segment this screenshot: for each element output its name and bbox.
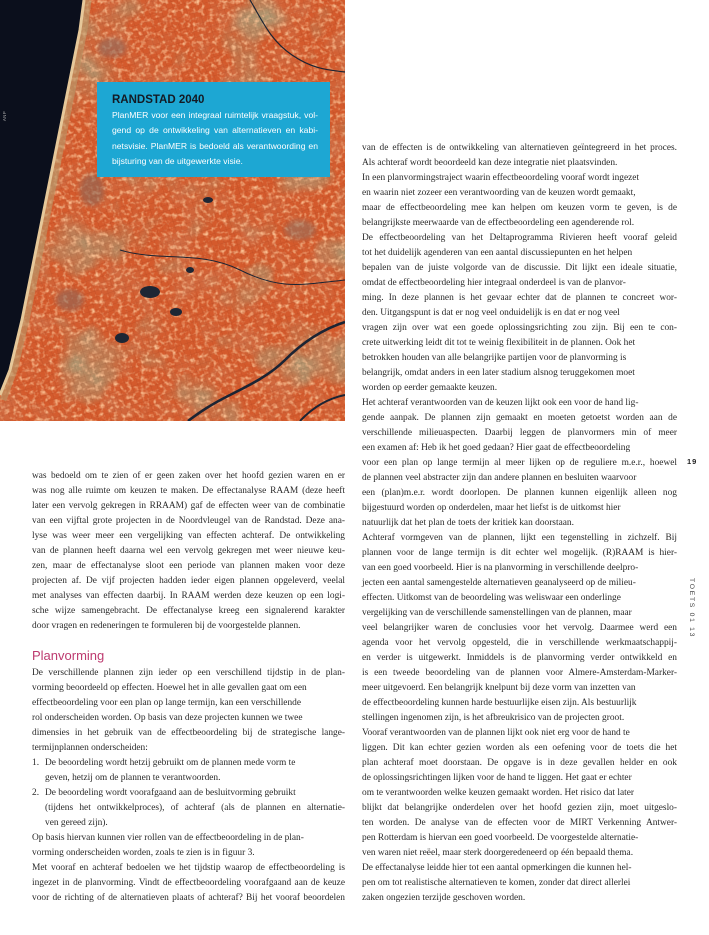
text-line: door vragen en redeneringen te formuleren bij de voorgestelde plannen. [32, 620, 301, 631]
text-line: den. Uitgangspunt is dat er nog veel onduidelijk is en dat er nog veel [362, 307, 620, 318]
text-line: vorming onderscheiden worden, zoals te zien is in figuur 3. [32, 847, 255, 858]
text-line: gende aanpak. De plannen zijn gemaakt en moeten getoetst worden aan de [362, 412, 677, 423]
right-column [362, 141, 677, 906]
text-line: lyse was weer meer een vergelijking van effecten achteraf. De ontwikkeling [32, 530, 345, 541]
text-line: De effectanalyse leidde hier tot een aantal opmerkingen die kunnen hel- [362, 862, 632, 873]
page-number: 19 [687, 457, 698, 466]
text-line: effecten. Uitkomst van de beoordeling was weliswaar een onderlinge [362, 592, 621, 603]
list-item [32, 786, 345, 831]
paragraph [362, 171, 677, 396]
text-line: Vooraf verantwoorden van de plannen lijkt ook niet erg voor de hand te [362, 727, 630, 738]
text-line: De effectbeoordeling van het Deltaprogramma Rivieren heeft vooraf geleid [362, 232, 677, 243]
text-line: ven gereed zijn). [45, 817, 108, 828]
callout-line: bijsturing van de uitgewerkte visie. [112, 156, 243, 167]
text-line: van de plannen heeft daarna wel een vervolg gekregen met weer nieuwe keu- [32, 545, 345, 556]
paragraph [362, 726, 677, 906]
text-line: blijkt dat belangrijke onderdelen over het hoofd gezien zijn, moet uitgeslo- [362, 802, 677, 813]
text-line: zaken ongezien terzijde geschoven worden. [362, 892, 526, 903]
callout-line: gend op de ontwikkeling van alternatieven en kabi- [112, 125, 318, 136]
callout-line: PlanMER voor een integraal ruimtelijk vraagstuk, vol- [112, 110, 318, 120]
list-item-text [45, 756, 345, 786]
text-line: plan achteraf moet doorstaan. De opgave is in deze gevallen helder en ook [362, 757, 677, 768]
text-line: De beoordeling wordt hetzij gebruikt om de plannen mede vorm te [45, 757, 296, 768]
paragraph [32, 831, 345, 861]
text-line: agenda voor het vervolg opgesteld, die in verschillende werkmaatschappij- [362, 637, 677, 648]
text-line: dimensies in het gebruik van de effectbeoordeling bij de strategische lange- [32, 727, 345, 738]
text-line: was nog alle ruimte om keuzen te maken. De effectanalyse RAAM (deze heeft [32, 485, 345, 496]
callout-text [112, 108, 330, 170]
text-line: De beoordeling wordt voorafgaand aan de besluitvorming gebruikt [45, 787, 296, 798]
text-line: belangrijkste meerwaarde van de effectbeoordeling een agenderende rol. [362, 217, 635, 228]
text-line: bijgestuurd worden op onderdelen, maar het liefst is de uitkomst hier [362, 502, 621, 513]
text-line: projecten af. De vijf projecten hadden ieder eigen plannen opgeleverd, veelal [32, 575, 345, 586]
text-line: In een planvormingstraject waarin effectbeoordeling vooraf wordt ingezet [362, 172, 640, 183]
section-heading: Planvorming [32, 647, 105, 663]
text-line: worden op eerder gemaakte keuzen. [362, 382, 498, 393]
text-line: ingezet in de planvorming. Vindt de effectbeoordeling voorafgaand aan de keuze [32, 877, 345, 888]
text-line: crete uitwerking leidt dit tot te weinig flexibiliteit in de plannen. Ook het [362, 337, 636, 348]
photo-credit: ANP [2, 111, 7, 122]
text-line: verschillende milieuaspecten. Daarbij leggen de planvormers min of meer [362, 427, 677, 438]
text-line: voor een plan op lange termijn al meer lijken op de reguliere m.e.r., hoewel [362, 457, 677, 468]
satellite-photo [0, 0, 345, 421]
text-line: de oplossingsrichtingen lijken voor de hand te liggen. Het gaat er echter [362, 772, 632, 783]
text-line: termijnplannen onderscheiden: [32, 742, 148, 753]
paragraph [32, 861, 345, 906]
callout-title: RANDSTAD 2040 [112, 94, 205, 106]
text-line: Het achteraf verantwoorden van de keuzen lijkt ook een voor de hand lig- [362, 397, 639, 408]
text-line: stellingen ingenomen zijn, is het afbreukrisico van de projecten groot. [362, 712, 625, 723]
text-line: tot het duidelijk agenderen van een aantal discussiepunten en het helpen [362, 247, 633, 258]
text-line: zen, maar de effectanalyse sloot een periode van plannen maken voor deze [32, 560, 345, 571]
text-line: pen Rotterdam is hiervan een goed voorbeeld. De voorgestelde alternatie- [362, 832, 639, 843]
callout-box [97, 82, 330, 177]
text-line: met analyses van effecten daarbij. In RAAM werden deze keuzen op een logi- [32, 590, 345, 601]
text-line: ven waren niet reëel, maar sterk doorgeredeneerd op één bepaald thema. [362, 847, 634, 858]
text-line: veel belangrijker waren de conclusies voor het vervolg. Daarmee werd een [362, 622, 677, 633]
text-line: vergelijking van de verschillende samenstellingen van de plannen, maar [362, 607, 632, 618]
text-line: de effectbeoordeling kunnen harde bestuurlijke eisen zijn. Als bestuurlijk [362, 697, 637, 708]
text-line: vorming beoordeeld op effecten. Hoewel het in alle gevallen gaat om een [32, 682, 307, 693]
paragraph [362, 141, 677, 171]
text-line: een (plan)m.e.r. wordt doorlopen. De plannen kunnen eigenlijk alleen nog [362, 487, 677, 498]
text-line: een examen af: Heb ik het goed gedaan? Hier gaat de effectbeoordeling [362, 442, 631, 453]
text-line: belangrijk, omdat anders in een later stadium alsnog teruggekomen moet [362, 367, 635, 378]
text-line: sche wijze samengebracht. De effectanalyse kreeg een signalerend karakter [32, 605, 345, 616]
text-line: De verschillende plannen zijn ieder op een verschillend tijdstip in de plan- [32, 667, 345, 678]
text-line: pen om tot realistische alternatieven te komen, zonder dat direct allerlei [362, 877, 631, 888]
text-line: ten worden. De analyse van de effecten voor de MIRT Verkenning Antwer- [362, 817, 677, 828]
paragraph [362, 396, 677, 531]
text-line: (tijdens het ontwikkelproces), of achteraf (als de plannen en alternatie- [45, 802, 345, 813]
text-line: betrokken houden van alle belangrijke partijen voor de planvorming is [362, 352, 627, 363]
list-item [32, 756, 345, 786]
left-column [32, 469, 345, 906]
text-line: meer uitgevoerd. Een belangrijk knelpunt bij deze vorm van inzetten van [362, 682, 636, 693]
text-line: effectbeoordeling voor een plan op lange termijn, kan een verschillende [32, 697, 301, 708]
text-line: de plannen veel abstracter zijn dan andere plannen en besluiten waarvoor [362, 472, 637, 483]
text-line: is een tweede beoordeling van de plannen voor Almere-Amsterdam-Marker- [362, 667, 677, 678]
text-line: ming. In deze plannen is het gevaar echter dat de plannen te concreet wor- [362, 292, 677, 303]
text-line: van een vijftal grote projecten in de Noordvleugel van de Randstad. Deze ana- [32, 515, 345, 526]
text-line: vragen zijn over wat een goede oplossingsrichting zou zijn. Bij een te con- [362, 322, 677, 333]
running-title: TOETS 01 13 [688, 578, 695, 639]
text-line: liggen. Dit kan echter gezien worden als een oefening voor de toets die het [362, 742, 677, 753]
text-line: natuurlijk dat het plan de toets der kritiek kan doorstaan. [362, 517, 574, 528]
text-line: bepalen van de juiste volgorde van de discussie. Dit lijkt een ideale situatie, [362, 262, 677, 273]
list-number: 2. [32, 787, 40, 798]
text-line: Op basis hiervan kunnen vier rollen van de effectbeoordeling in de plan- [32, 832, 304, 843]
text-line: voor de richting of de alternatieven plaats of achteraf? Bij het vooraf beoordelen [32, 892, 345, 903]
text-line: maar de effectbeoordeling mee kan helpen om keuzen vorm te geven, is de [362, 202, 677, 213]
text-line: van een goed voorbeeld. Hier is na planvorming in verschillende deelpro- [362, 562, 639, 573]
text-line: en verder is uitgewerkt. Inmiddels is de planvorming verder ontwikkeld en [362, 652, 677, 663]
paragraph [362, 531, 677, 726]
paragraph [32, 469, 345, 634]
text-line: om te verantwoorden welke keuzen gemaakt worden. Het risico dat later [362, 787, 635, 798]
list-item-text [45, 786, 345, 831]
text-line: rol onderscheiden worden. Op basis van deze projecten kunnen we twee [32, 712, 303, 723]
text-line: later een vervolg gekregen in RRAAM) gaf de effecten weer van de combinatie [32, 500, 345, 511]
text-line: geven, hetzij om de plannen te verantwoorden. [45, 772, 221, 783]
text-line: Met vooraf en achteraf bedoelen we het tijdstip waarop de effectbeoordeling is [32, 862, 345, 873]
paragraph [32, 666, 345, 756]
text-line: Achteraf vormgeven van de plannen, lijkt een tegenstelling in zichzelf. Bij [362, 532, 677, 543]
text-line: omdat de effectbeoordeling hier integraal onderdeel is van de planvor- [362, 277, 626, 288]
text-line: plannen voor de lange termijn is dit echter wel mogelijk. (R)RAAM is hier- [362, 547, 677, 558]
text-line: en waarin niet zozeer een verantwoording van de keuzen wordt gemaakt, [362, 187, 636, 198]
text-line: van de effecten is de ontwikkeling van alternatieven geïntegreerd in het proces. [362, 142, 677, 153]
text-line: jecten een aantal samengestelde alternatieven geanalyseerd op de milieu- [362, 577, 636, 588]
numbered-list [32, 756, 345, 831]
text-line: was bedoeld om te zien of er geen zaken over het hoofd gezien waren en er [32, 470, 345, 481]
text-line: Als achteraf wordt beoordeeld kan deze integratie niet plaatsvinden. [362, 157, 618, 168]
list-number: 1. [32, 757, 40, 768]
callout-line: netsvisie. PlanMER is bedoeld als verantwoording en [112, 140, 318, 151]
